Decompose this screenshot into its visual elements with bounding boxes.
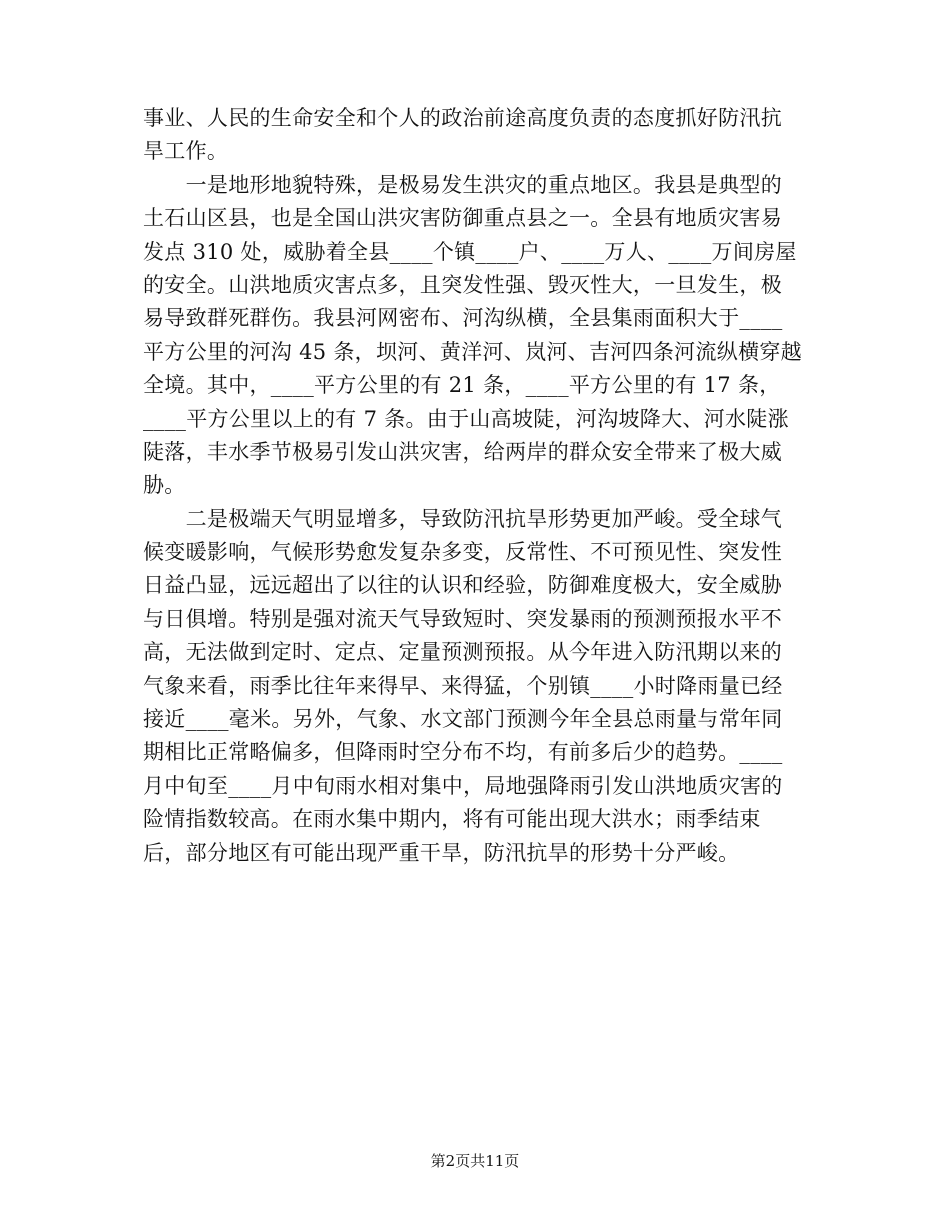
text-line: 期相比正常略偏多，但降雨时空分布不均，有前多后少的趋势。____ — [143, 740, 783, 765]
text-line: 接近____毫米。另外，气象、水文部门预测今年全县总雨量与常年同 — [143, 707, 783, 732]
text-line: 一是地形地貌特殊，是极易发生洪灾的重点地区。我县是典型的 — [143, 172, 782, 197]
text-line: 旱工作。 — [143, 139, 229, 164]
text-line: 候变暖影响，气候形势愈发复杂多变，反常性、不可预见性、突发性 — [143, 540, 782, 565]
text-line: 土石山区县，也是全国山洪灾害防御重点县之一。全县有地质灾害易 — [143, 206, 782, 231]
text-line: 与日俱增。特别是强对流天气导致短时、突发暴雨的预测预报水平不 — [143, 606, 782, 631]
text-line: ____平方公里以上的有 7 条。由于山高坡陡，河沟坡降大、河水陡涨 — [143, 406, 789, 431]
text-line: 平方公里的河沟 45 条，坝河、黄洋河、岚河、吉河四条河流纵横穿越 — [143, 339, 802, 364]
text-line: 气象来看，雨季比往年来得早、来得猛，个别镇____小时降雨量已经 — [143, 673, 783, 698]
text-line: 易导致群死群伤。我县河网密布、河沟纵横，全县集雨面积大于____ — [143, 306, 783, 331]
text-line: 事业、人民的生命安全和个人的政治前途高度负责的态度抓好防汛抗 — [143, 106, 782, 130]
text-line: 二是极端天气明显增多，导致防汛抗旱形势更加严峻。受全球气 — [143, 506, 782, 531]
text-line: 月中旬至____月中旬雨水相对集中，局地强降雨引发山洪地质灾害的 — [143, 773, 783, 798]
text-line: 胁。 — [143, 473, 186, 498]
text-line: 高，无法做到定时、定点、定量预测预报。从今年进入防汛期以来的 — [143, 640, 782, 665]
text-line: 发点 310 处，威胁着全县____个镇____户、____万人、____万间房屋 — [143, 239, 797, 264]
text-line: 的安全。山洪地质灾害点多，且突发性强、毁灭性大，一旦发生，极 — [143, 272, 782, 297]
text-line: 日益凸显，远远超出了以往的认识和经验，防御难度极大，安全威胁 — [143, 573, 782, 598]
page-number-footer: 第2页共11页 — [430, 1152, 520, 1170]
text-line: 后，部分地区有可能出现严重干旱，防汛抗旱的形势十分严峻。 — [143, 840, 740, 865]
text-line: 陡落，丰水季节极易引发山洪灾害，给两岸的群众安全带来了极大威 — [143, 439, 782, 464]
text-line: 险情指数较高。在雨水集中期内，将有可能出现大洪水；雨季结束 — [143, 807, 761, 832]
document-body — [143, 102, 803, 870]
text-line: 全境。其中，____平方公里的有 21 条，____平方公里的有 17 条， — [143, 373, 781, 398]
